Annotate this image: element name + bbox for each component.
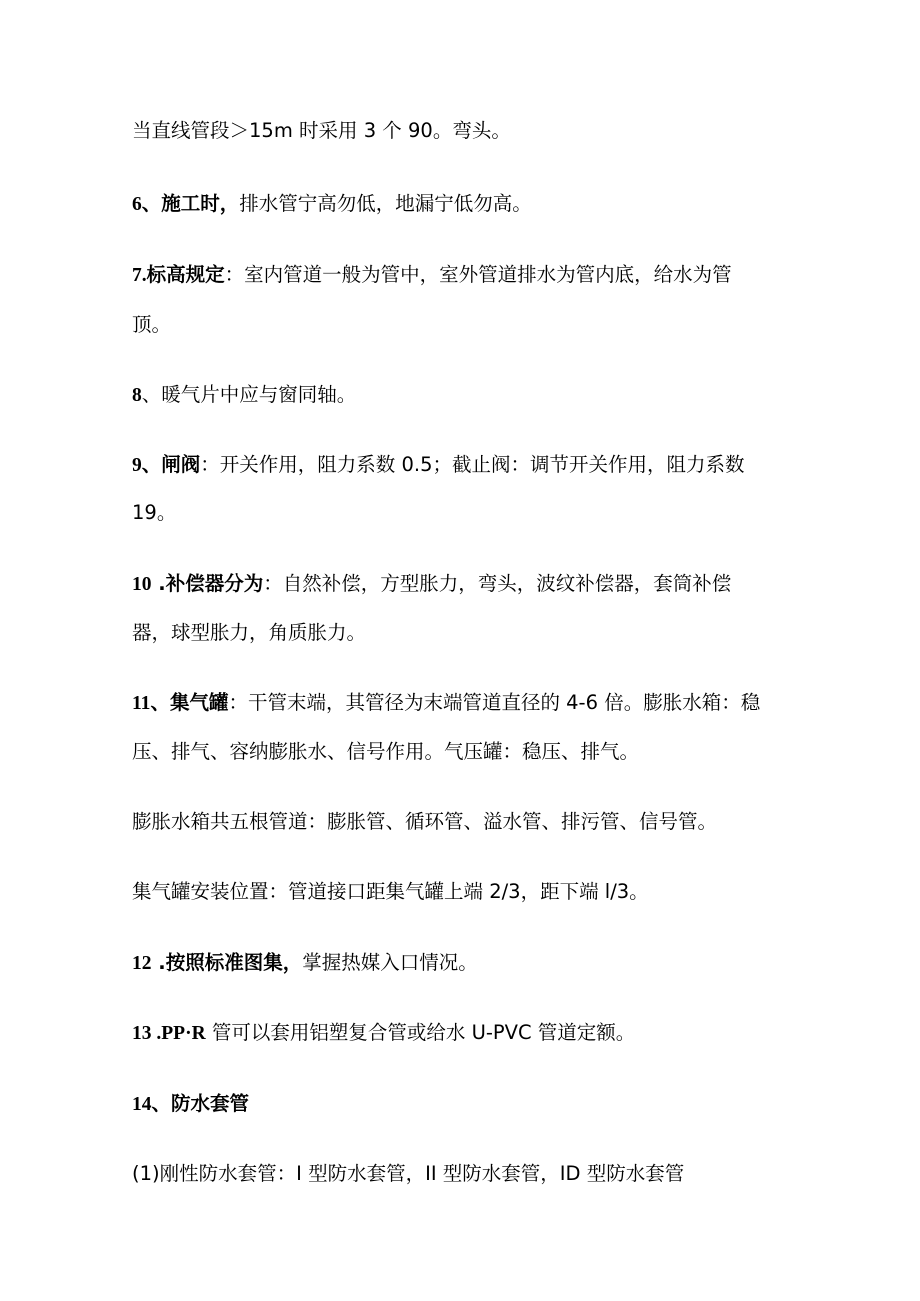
item-number: 7. bbox=[132, 265, 147, 286]
item-heading: 、防水套管 bbox=[151, 1092, 250, 1115]
item-number: 9 bbox=[132, 455, 142, 476]
item-number: 8 bbox=[132, 385, 142, 406]
item-heading: 、集气罐 bbox=[150, 691, 229, 714]
item-heading: .按照标准图集， bbox=[151, 951, 303, 974]
item-heading: 、闸阀 bbox=[141, 453, 201, 476]
item-11 bbox=[132, 690, 760, 717]
item-number: 6 bbox=[132, 194, 142, 215]
item-heading: .PP·R bbox=[151, 1023, 206, 1044]
item-8 bbox=[132, 382, 356, 409]
item-number: 12 bbox=[132, 953, 152, 974]
line-text: 压、排气、容纳膨胀水、信号作用。气压罐：稳压、排气。 bbox=[132, 740, 640, 763]
line-text: 19。 bbox=[132, 501, 177, 524]
item-14 bbox=[132, 1091, 249, 1118]
line-text: (1)刚性防水套管：I 型防水套管，II 型防水套管，ID 型防水套管 bbox=[132, 1162, 685, 1185]
item-text: 排水管宁高勿低，地漏宁低勿高。 bbox=[239, 192, 532, 215]
item-heading: .补偿器分为 bbox=[151, 572, 264, 595]
item-number: 10 bbox=[132, 574, 152, 595]
item-9 bbox=[132, 452, 744, 479]
text-line-air-vessel bbox=[132, 879, 649, 905]
item-text: ：自然补偿，方型胀力，弯头，波纹补偿器，套筒补偿 bbox=[263, 572, 732, 595]
item-6 bbox=[132, 191, 532, 218]
item-number: 11 bbox=[132, 693, 151, 714]
item-text: 、暖气片中应与窗同轴。 bbox=[141, 383, 357, 406]
item-number: 13 bbox=[132, 1023, 152, 1044]
item-7-continuation bbox=[132, 312, 171, 338]
item-9-continuation bbox=[132, 500, 176, 526]
line-text: 顶。 bbox=[132, 313, 172, 336]
line-text: 器，球型胀力，角质胀力。 bbox=[132, 621, 367, 644]
item-heading: 、施工时， bbox=[141, 192, 240, 215]
item-10 bbox=[132, 571, 731, 598]
item-10-continuation bbox=[132, 620, 366, 646]
line-text: 膨胀水箱共五根管道：膨胀管、循环管、溢水管、排污管、信号管。 bbox=[132, 810, 718, 833]
item-text: 管可以套用铝塑复合管或给水 U-PVC 管道定额。 bbox=[205, 1021, 636, 1044]
line-text: 当直线管段＞15m 时采用 3 个 90。弯头。 bbox=[132, 119, 511, 142]
text-line-expansion-tank bbox=[132, 809, 717, 835]
item-7 bbox=[132, 262, 732, 289]
item-heading: 标高规定 bbox=[146, 263, 225, 286]
text-line-1 bbox=[132, 118, 511, 144]
item-12 bbox=[132, 950, 478, 977]
item-text: ：干管末端，其管径为末端管道直径的 4-6 倍。膨胀水箱：稳 bbox=[228, 691, 761, 714]
item-13 bbox=[132, 1020, 635, 1047]
item-11-continuation bbox=[132, 739, 639, 765]
item-text: 掌握热媒入口情况。 bbox=[302, 951, 478, 974]
item-14-sub-1 bbox=[132, 1161, 684, 1187]
item-number: 14 bbox=[132, 1094, 152, 1115]
item-text: ：开关作用，阻力系数 0.5；截止阀：调节开关作用，阻力系数 bbox=[200, 453, 745, 476]
line-text: 集气罐安装位置：管道接口距集气罐上端 2/3，距下端 l/3。 bbox=[132, 880, 649, 903]
item-text: ：室内管道一般为管中，室外管道排水为管内底，给水为管 bbox=[224, 263, 732, 286]
